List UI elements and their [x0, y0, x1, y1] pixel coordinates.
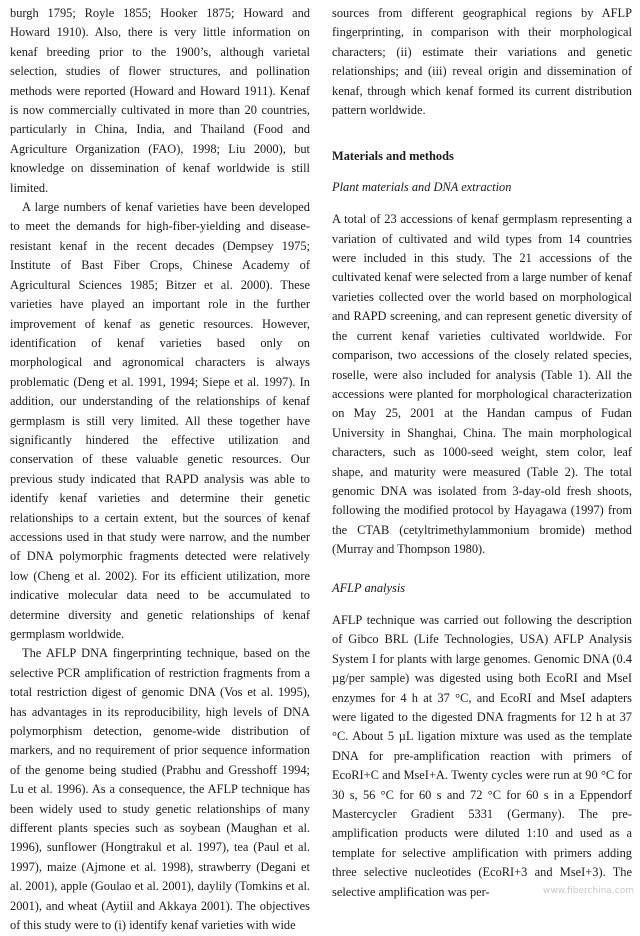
left-column [10, 4, 310, 933]
paragraph: A large numbers of kenaf varieties have been developed to meet the demands for high-fiber-yielding and disease-resistant kenaf in the recent decades (Dempsey 1975; Institute of Bast Fiber Crops, Chinese Academy of Agricultural Sciences 1985; Bitzer et al. 2000). These varieties have played an important role in the further improvement of kenaf as genetic resources. However, identification of kenaf varieties based only on morphological and agronomical characters is always problematic (Deng et al. 1991, 1994; Siepe et al. 1997). In addition, our understanding of the relationships of kenaf germplasm is still very limited. All these together have significantly hindered the effective utilization and conservation of these valuable genetic resources. Our previous study indicated that RAPD analysis was able to identify kenaf varieties and determine their genetic relationships to a certain extent, but the sources of kenaf accessions used in that study were narrow, and the number of DNA polymorphic fragments detected were relatively low (Cheng et al. 2002). For its efficient utilization, more indicative molecular data need to be accumulated to determine diversity and genetic relationships of kenaf germplasm worldwide. [10, 200, 310, 641]
paragraph: A total of 23 accessions of kenaf germplasm representing a variation of cultivated and wild types from 14 countries were included in this study. The 21 accessions of the cultivated kenaf were selected from a large number of kenaf varieties collected over the world based on morphological and RAPD screening, and can represent genetic diversity of the current kenaf varieties cultivated worldwide. For comparison, two accessions of the closely related species, roselle, were also included for analysis (Table 1). All the accessions were planted for morphological characterization on May 25, 2001 at the Handan campus of Fudan University in Shanghai, China. The main morphological characters, such as 1000-seed weight, stem color, leaf shape, and maturity were measured (Table 2). The total genomic DNA was isolated from 3-day-old fresh shoots, following the modified protocol by Hayagawa (1997) from the CTAB (cetyltrimethylammonium bromide) method (Murray and Thompson 1980). [332, 212, 632, 557]
paragraph: The AFLP DNA fingerprinting technique, based on the selective PCR amplification of restriction fragments from a total restriction digest of genomic DNA (Vos et al. 1995), has advantages in its reproducibility, high levels of DNA polymorphism detection, genome-wide distribution of markers, and no requirement of prior sequence information of the genome being studied (Prabhu and Gresshoff 1994; Lu et al. 1996). As a consequence, the AFLP technique has been widely used to study genetic relationships of many different plants species such as soybean (Maughan et al. 1996), sunflower (Hongtrakul et al. 1997), tea (Paul et al. 1997), maize (Ajmone et al. 1998), strawberry (Degani et al. 2001), apple (Goulao et al. 2001), daylily (Tomkins et al. 2001), and wheat (Aytiil and Akkaya 2001). The objectives of this study were to (i) identify kenaf varieties with wide [10, 646, 310, 933]
right-column [332, 4, 632, 900]
paragraph: burgh 1795; Royle 1855; Hooker 1875; Howard and Howard 1910). Also, there is very little information on kenaf breeding prior to the 1900’s, although varietal selection, studies of flower structures, and pollination methods were reported (Howard and Howard 1911). Kenaf is now commercially cultivated in more than 20 countries, particularly in China, India, and Thailand (Food and Agriculture Organization (FAO), 1998; Liu 2000), but knowledge on dissemination of kenaf worldwide is still limited. [10, 6, 310, 195]
subsection-heading: Plant materials and DNA extraction [332, 179, 512, 194]
paragraph: sources from different geographical regions by AFLP fingerprinting, in comparison with their morphological characters; (ii) estimate their variations and genetic relationships; and (iii) reveal origin and dissemination of kenaf, through which kenaf formed its current distribution pattern worldwide. [332, 6, 632, 118]
subsection-heading: AFLP analysis [332, 580, 406, 595]
section-heading: Materials and methods [332, 149, 454, 164]
paragraph: AFLP technique was carried out following the description of Gibco BRL (Life Technologies, USA) AFLP Analysis System I for plants with large genomes. Genomic DNA (0.4 µg/per sample) was digested using both EcoRI and MseI enzymes for 4 h at 37 °C, and EcoRI and MseI adapters were ligated to the digested DNA fragments for 12 h at 37 °C. About 5 µL ligation mixture was used as the template DNA for pre-amplification reaction with primers of EcoRI+C and MseI+A. Twenty cycles were run at 90 °C for 30 s, 56 °C for 60 s and 72 °C for 60 s in a Eppendorf Mastercycler Gradient 5331 (Germany). The pre-amplification products were diluted 1:10 and used as a template for selective amplification with primers adding three selective nucleotides (EcoRI+3 and MseI+3). The selective amplification was per- [332, 612, 632, 899]
watermark: www.fiberchina.com [543, 886, 634, 896]
